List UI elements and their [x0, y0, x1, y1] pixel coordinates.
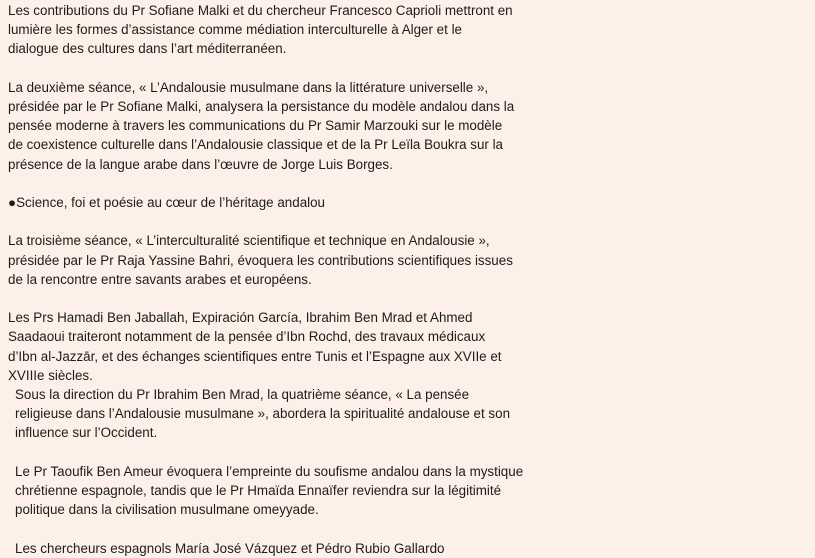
- paragraph-spacer: [8, 212, 808, 231]
- paragraph-second-session: La deuxième séance, « L’Andalousie musulmane dans la littérature universelle », présidée par le Pr Sofiane Malki, analysera la persistance du modèle andalou dans la pensée moderne à travers les communications du Pr Samir Marzouki sur le modèle de coexistence culturelle dans l’Andalousie classique et de la Pr Leïla Boukra sur la présence de la langue arabe dans l’œuvre de Jorge Luis Borges.: [8, 79, 515, 172]
- paragraph-speakers: Les Prs Hamadi Ben Jaballah, Expiración García, Ibrahim Ben Mrad et Ahmed Saadaoui traiteront notamment de la pensée d’Ibn Rochd, des travaux médicaux d’Ibn al-Jazzār, et des échanges scientifiques entre Tunis et l’Espagne aux XVIIe et XVIIIe siècles.: [8, 310, 502, 383]
- paragraph-third-session: La troisième séance, « L’interculturalité scientifique et technique en Andalousie », présidée par le Pr Raja Yassine Bahri, évoquera les contributions scientifiques issues de la rencontre entre savants arabes et européens.: [8, 233, 513, 287]
- section-subheading: ●Science, foi et poésie au cœur de l’héritage andalou: [8, 195, 326, 210]
- paragraph-contributions: Les contributions du Pr Sofiane Malki et du chercheur Francesco Caprioli mettront en lumière les formes d’assistance comme médiation interculturelle à Alger et le dialogue des cultures dans l’art méditerranéen.: [8, 3, 513, 57]
- paragraph-spacer: [8, 519, 808, 538]
- article-body: [8, 1, 808, 558]
- paragraph-fourth-session: Sous la direction du Pr Ibrahim Ben Mrad, la quatrième séance, « La pensée religieuse dans l’Andalousie musulmane », abordera la spiritualité andalouse et son influence sur l’Occident.: [15, 387, 511, 441]
- paragraph-spanish-researchers: Les chercheurs espagnols María José Vázquez et Pédro Rubio Gallardo: [15, 540, 445, 556]
- paragraph-sufism: Le Pr Taoufik Ben Ameur évoquera l’empreinte du soufisme andalou dans la mystique chrétienne espagnole, tandis que le Pr Hmaïda Ennaïfer reviendra sur la légitimité politique dans la civilisation musulmane omeyyade.: [15, 463, 524, 518]
- paragraph-spacer: [8, 289, 808, 308]
- paragraph-spacer: [8, 443, 808, 462]
- paragraph-spacer: [8, 174, 808, 193]
- paragraph-spacer: [8, 59, 808, 78]
